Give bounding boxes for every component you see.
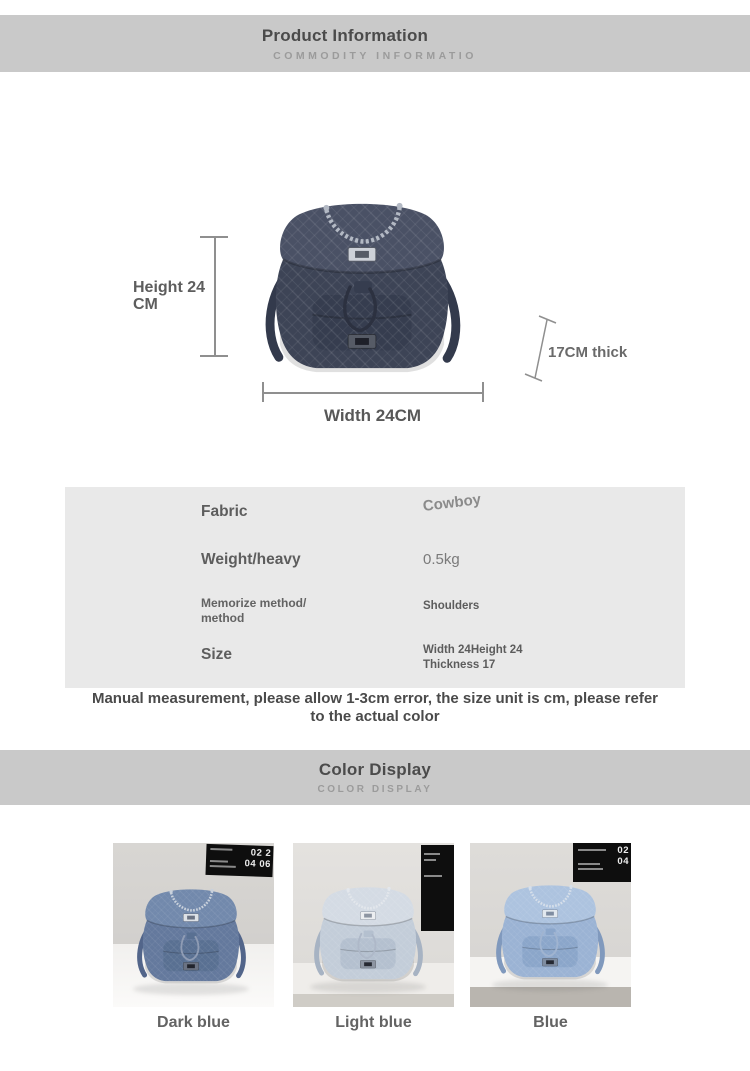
width-measure-cap-left <box>262 382 264 402</box>
thickness-dimension-label: 17CM thick <box>548 344 628 361</box>
variant-label-dark-blue: Dark blue <box>157 1014 230 1031</box>
spec-value-fabric: Cowboy <box>421 490 482 515</box>
variant-photo-blue <box>470 843 631 1007</box>
product-info-title: Product Information <box>261 26 429 45</box>
variant-label-light-blue: Light blue <box>335 1014 412 1031</box>
product-info-subtitle: COMMODITY INFORMATIO <box>273 50 477 62</box>
width-dimension-label: Width 24CM <box>323 406 422 425</box>
photo-table-edge <box>293 994 454 1007</box>
backpack-image-blue <box>489 881 611 986</box>
backpack-image-dark-blue <box>130 885 252 990</box>
backpack-image-main <box>253 196 471 384</box>
height-dimension-label: Height 24 CM <box>133 279 206 313</box>
wall-poster <box>573 843 631 882</box>
width-measure-cap-right <box>482 382 484 402</box>
wall-poster <box>205 844 273 877</box>
height-measure-cap-bottom <box>200 355 228 357</box>
spec-label-method: Memorize method/ method <box>201 596 307 625</box>
measurement-note: Manual measurement, please allow 1-3cm error, the size unit is cm, please refer to the actual color <box>91 690 659 725</box>
spec-label-size: Size <box>201 646 233 663</box>
color-display-subtitle: COLOR DISPLAY <box>317 784 433 795</box>
variant-label-blue: Blue <box>533 1014 568 1031</box>
spec-table <box>65 487 685 688</box>
poster-numbers: 02 04 <box>617 845 629 867</box>
color-display-header <box>0 750 750 805</box>
height-measure-cap-top <box>200 236 228 238</box>
variant-photo-dark-blue <box>113 843 274 1007</box>
spec-value-weight: 0.5kg <box>423 551 460 568</box>
spec-label-fabric: Fabric <box>201 503 248 520</box>
poster-numbers: 02 2 04 06 <box>244 847 272 871</box>
width-measure-line <box>262 392 483 394</box>
spec-value-method: Shoulders <box>423 600 480 612</box>
backpack-image-light-blue <box>307 883 429 988</box>
spec-value-size: Width 24Height 24 Thickness 17 <box>423 644 523 671</box>
spec-label-weight: Weight/heavy <box>201 551 301 568</box>
variant-photo-light-blue <box>293 843 454 1007</box>
product-info-header <box>0 15 750 72</box>
color-display-title: Color Display <box>318 760 432 779</box>
